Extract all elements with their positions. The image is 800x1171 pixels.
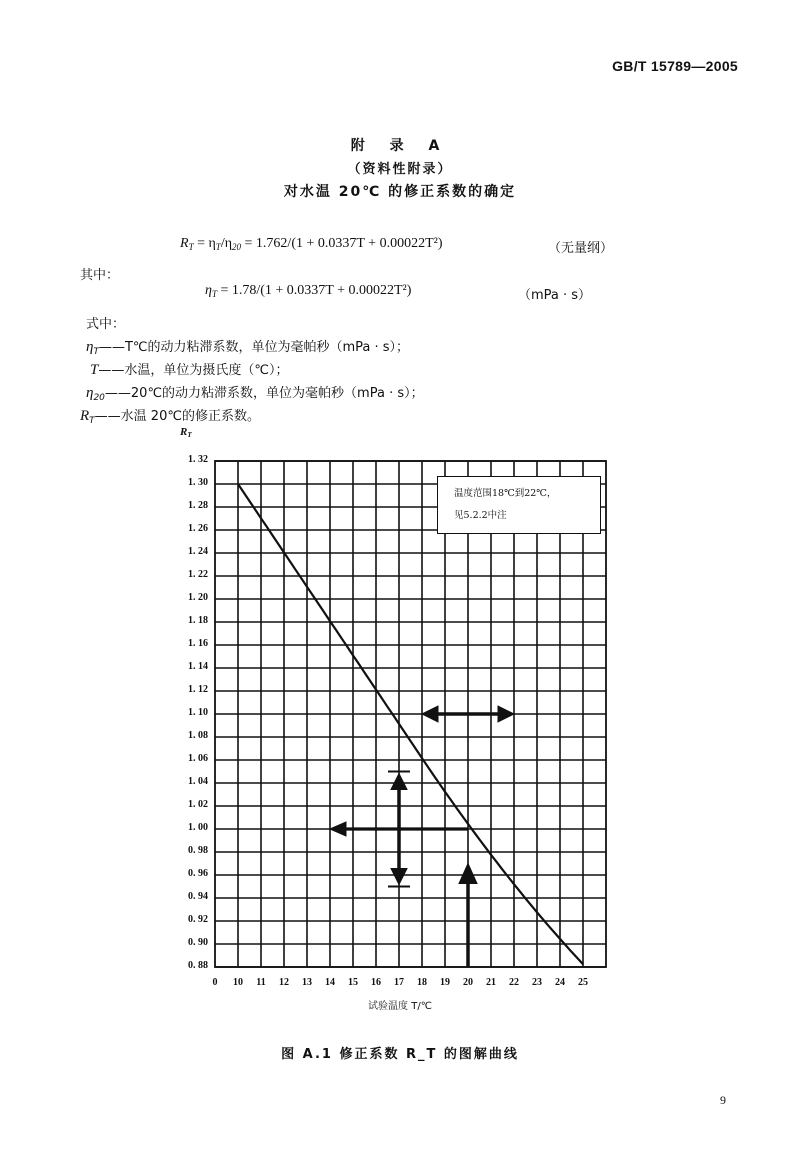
y-tick-label: 0. 92 xyxy=(188,914,208,925)
y-tick-label: 1. 32 xyxy=(188,454,208,465)
def-symbol: R xyxy=(80,408,90,424)
page-number: 9 xyxy=(720,1093,726,1107)
def-sub: 20 xyxy=(93,393,105,403)
y-tick-label: 1. 28 xyxy=(188,500,208,511)
standard-number: GB/T 15789—2005 xyxy=(612,58,738,74)
x-tick-label: 15 xyxy=(348,977,358,988)
x-tick-label: 25 xyxy=(578,977,588,988)
formula-eta-sub: T xyxy=(211,289,217,299)
y-tick-label: 1. 26 xyxy=(188,523,208,534)
y-tick-label: 0. 98 xyxy=(188,845,208,856)
y-tick-label: 1. 04 xyxy=(188,776,208,787)
y-tick-label: 1. 10 xyxy=(188,707,208,718)
annex-title: 附 录 A xyxy=(350,138,450,154)
def-symbol: η xyxy=(86,385,94,401)
formula-eta-symbol: η xyxy=(205,283,212,298)
y-tick-label: 0. 90 xyxy=(188,937,208,948)
chart-curve xyxy=(238,484,583,964)
formula-rt-unit: （无量纲） xyxy=(548,241,614,256)
x-tick-label: 21 xyxy=(486,977,496,988)
y-tick-label: 1. 00 xyxy=(188,822,208,833)
y-tick-label: 0. 96 xyxy=(188,868,208,879)
formula-rt-symbol: R xyxy=(180,236,189,251)
formula-eta-tail: = 1.78/(1 + 0.0337T + 0.00022T²) xyxy=(216,283,412,298)
y-tick-label: 1. 18 xyxy=(188,615,208,626)
x-tick-label: 22 xyxy=(509,977,519,988)
def-text: ——20℃的动力粘滞系数，单位为毫帕秒（mPa · s）； xyxy=(104,386,424,401)
formula-rt-sub: T xyxy=(188,242,194,252)
x-tick-label: 16 xyxy=(371,977,381,988)
def-text: ——T℃的动力粘滞系数，单位为毫帕秒（mPa · s）； xyxy=(98,340,410,355)
x-tick-label: 17 xyxy=(394,977,404,988)
y-tick-label: 0. 88 xyxy=(188,960,208,971)
formula-rt-mid: /η xyxy=(220,236,233,251)
x-tick-label: 12 xyxy=(279,977,289,988)
y-tick-label: 1. 22 xyxy=(188,569,208,580)
formula-rt-sub2: 20 xyxy=(232,242,242,252)
annex-heading: 对水温 20℃ 的修正系数的确定 xyxy=(283,184,517,200)
x-tick-label: 13 xyxy=(302,977,312,988)
formula-rt-sub1: T xyxy=(215,242,221,252)
y-tick-label: 1. 24 xyxy=(188,546,208,557)
y-tick-label: 1. 02 xyxy=(188,799,208,810)
y-tick-label: 1. 16 xyxy=(188,638,208,649)
note-line-2: 见5.2.2中注 xyxy=(454,510,507,521)
note-box xyxy=(437,476,601,534)
x-tick-label: 14 xyxy=(325,977,335,988)
where-label: 其中： xyxy=(80,268,120,283)
def-sub: T xyxy=(93,347,99,357)
formula-eta-unit: （mPa · s） xyxy=(518,288,592,303)
def-text: ——水温 20℃的修正系数。 xyxy=(94,409,260,424)
y-tick-label: 1. 20 xyxy=(188,592,208,603)
note-line-1: 温度范围18℃到22℃， xyxy=(454,488,557,499)
y-tick-label: 1. 30 xyxy=(188,477,208,488)
y-tick-label: 1. 14 xyxy=(188,661,208,672)
x-tick-label: 0 xyxy=(212,977,218,988)
def-text: ——水温，单位为摄氏度（℃）； xyxy=(98,363,289,378)
annex-subtitle: （资料性附录） xyxy=(347,162,453,177)
x-tick-label: 24 xyxy=(555,977,565,988)
def-symbol: T xyxy=(90,362,99,378)
y-tick-label: 1. 08 xyxy=(188,730,208,741)
x-tick-label: 18 xyxy=(417,977,427,988)
def-symbol: η xyxy=(86,339,94,355)
y-axis-title: RT xyxy=(180,426,192,439)
y-tick-label: 0. 94 xyxy=(188,891,208,902)
definitions-label: 式中： xyxy=(86,317,126,332)
def-sub: T xyxy=(89,416,95,426)
x-tick-label: 10 xyxy=(233,977,243,988)
y-tick-label: 1. 12 xyxy=(188,684,208,695)
x-tick-label: 11 xyxy=(256,977,266,988)
x-tick-label: 20 xyxy=(463,977,473,988)
y-tick-label: 1. 06 xyxy=(188,753,208,764)
formula-rt-tail: = 1.762/(1 + 0.0337T + 0.00022T²) xyxy=(241,236,443,251)
x-tick-label: 23 xyxy=(532,977,542,988)
x-axis-title: 试验温度 T/℃ xyxy=(368,1001,432,1012)
figure-caption: 图 A.1 修正系数 R_T 的图解曲线 xyxy=(281,1047,519,1062)
x-tick-label: 19 xyxy=(440,977,450,988)
formula-rt-eq: = η xyxy=(193,236,216,251)
